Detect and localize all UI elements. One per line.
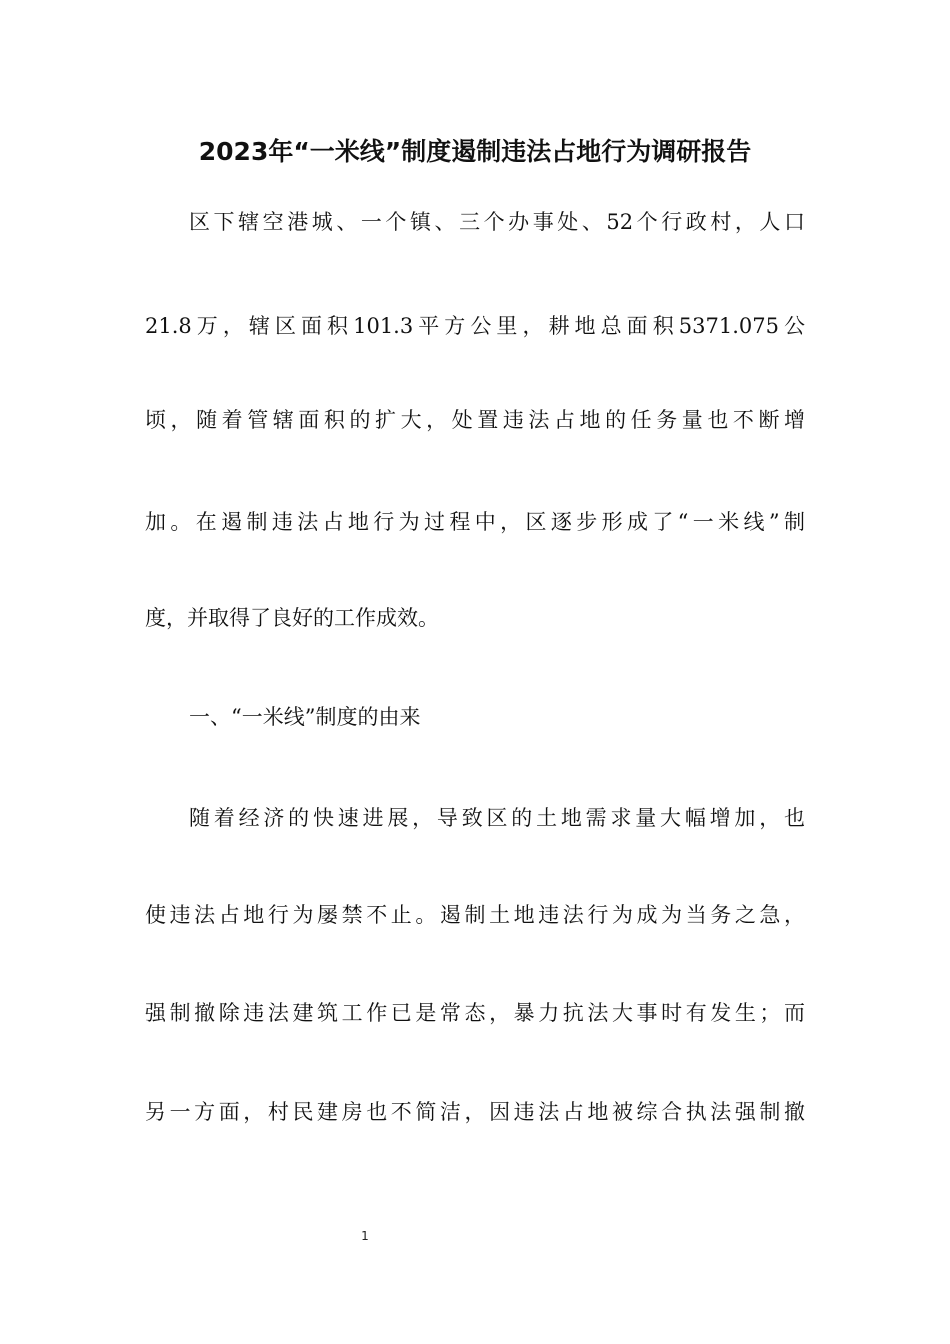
paragraph1-line-4: 加。在遏制违法占地行为过程中，区逐步形成了“一米线”制 [145,510,805,534]
paragraph2-line-4: 另一方面，村民建房也不简洁，因违法占地被综合执法强制撤 [145,1100,805,1124]
paragraph1-line-2: 21.8万，辖区面积101.3平方公里，耕地总面积5371.075公 [145,314,805,338]
paragraph2-line-1: 随着经济的快速进展，导致区的土地需求量大幅增加，也 [189,806,805,830]
section1-heading: 一、“一米线”制度的由来 [189,705,421,729]
document-title: 2023年“一米线”制度遏制违法占地行为调研报告 [198,137,752,166]
paragraph2-line-2: 使违法占地行为屡禁不止。遏制土地违法行为成为当务之急， [145,903,805,927]
page-number: 1 [361,1229,369,1243]
paragraph1-line-3: 顷，随着管辖面积的扩大，处置违法占地的任务量也不断增 [145,408,805,432]
paragraph1-line-5: 度，并取得了良好的工作成效。 [145,606,439,630]
paragraph1-line-1: 区下辖空港城、一个镇、三个办事处、52个行政村，人口 [189,210,805,234]
paragraph2-line-3: 强制撤除违法建筑工作已是常态，暴力抗法大事时有发生；而 [145,1001,805,1025]
